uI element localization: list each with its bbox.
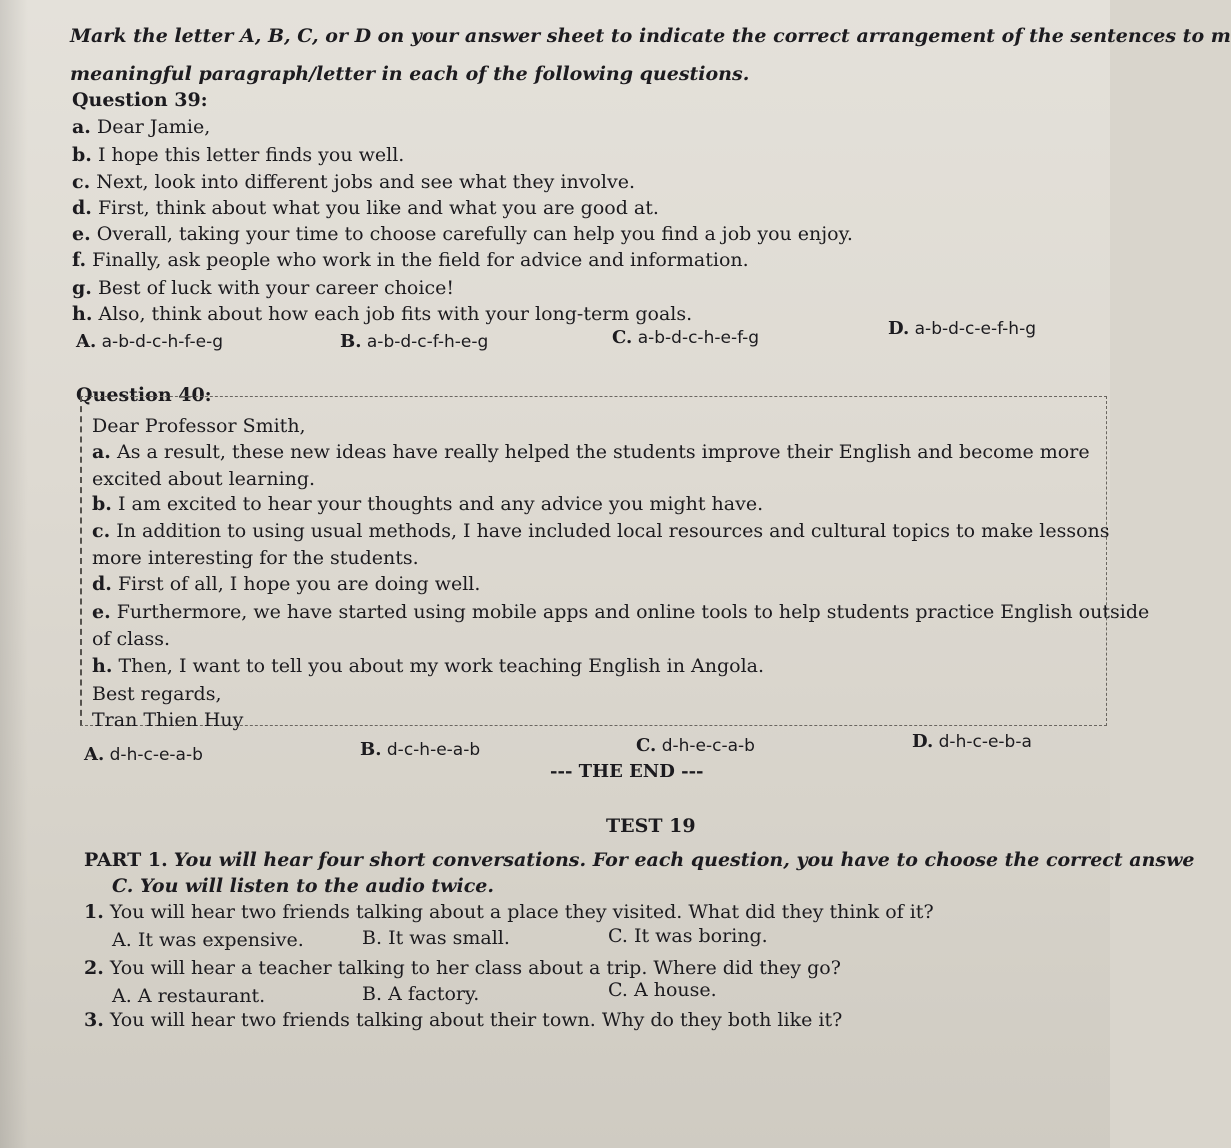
q2-option-a[interactable]	[112, 984, 265, 1008]
q40-sentence-a	[92, 440, 1090, 464]
sentence-text: Next, look into different jobs and see what they involve.	[96, 171, 635, 193]
q2-option-b[interactable]	[362, 982, 479, 1006]
option-letter: D.	[888, 318, 910, 339]
q1-option-b[interactable]	[362, 926, 510, 950]
sentence-letter: b.	[92, 493, 112, 515]
part1-instruction-line-2: C. You will listen to the audio twice.	[112, 875, 494, 897]
q39-option-b[interactable]	[340, 330, 488, 354]
question-40-title: Question 40:	[76, 384, 212, 406]
sentence-letter: g.	[72, 277, 92, 299]
part1-question-1	[84, 900, 934, 924]
page-shadow	[0, 0, 28, 1148]
option-text: A factory.	[388, 983, 480, 1005]
q40-sentence-b	[92, 492, 763, 516]
sentence-text: As a result, these new ideas have really helped the students improve their English and become more	[116, 441, 1090, 463]
sentence-text: Finally, ask people who work in the field for advice and information.	[92, 249, 749, 271]
q39-sentence-d	[72, 196, 659, 220]
option-letter: A.	[84, 744, 105, 765]
sentence-letter: b.	[72, 144, 92, 166]
q40-sentence-c-cont: more interesting for the students.	[92, 547, 419, 569]
option-letter: A.	[112, 985, 132, 1007]
option-text: A house.	[633, 979, 717, 1001]
q39-sentence-h	[72, 302, 692, 326]
sentence-text: In addition to using usual methods, I have included local resources and cultural topics to make lessons	[116, 520, 1110, 542]
option-letter: C.	[608, 925, 628, 947]
option-letter: B.	[360, 739, 382, 760]
question-39-title: Question 39:	[72, 89, 208, 111]
part1-question-2	[84, 956, 841, 980]
q39-sentence-e	[72, 222, 853, 246]
q39-option-a[interactable]	[76, 330, 223, 354]
option-letter: D.	[912, 731, 934, 752]
instruction-line-2: meaningful paragraph/letter in each of the following questions.	[70, 63, 750, 85]
q2-option-c[interactable]	[608, 978, 717, 1002]
option-letter: B.	[362, 927, 383, 949]
q39-sentence-a	[72, 115, 210, 139]
instruction-line-1: Mark the letter A, B, C, or D on your answer sheet to indicate the correct arrangement of the sentences to m	[70, 25, 1231, 47]
option-text: It was expensive.	[137, 929, 304, 951]
part1-label: PART 1.	[84, 849, 168, 871]
the-end-marker: --- THE END ---	[550, 761, 704, 782]
test-title: TEST 19	[606, 815, 696, 837]
q40-sentence-a-cont: excited about learning.	[92, 468, 316, 490]
q40-sentence-d	[92, 572, 480, 596]
question-text: You will hear two friends talking about their town. Why do they both like it?	[109, 1009, 843, 1031]
sentence-letter: a.	[72, 116, 91, 138]
q40-sentence-c	[92, 519, 1110, 543]
sentence-letter: h.	[72, 303, 93, 325]
option-letter: C.	[612, 327, 633, 348]
option-letter: B.	[362, 983, 383, 1005]
sentence-text: Dear Jamie,	[96, 116, 211, 138]
option-text: A restaurant.	[137, 985, 266, 1007]
q40-sentence-e	[92, 600, 1149, 624]
sentence-text: Then, I want to tell you about my work teaching English in Angola.	[118, 655, 765, 677]
part1-question-3	[84, 1008, 842, 1032]
option-text: d-c-h-e-a-b	[386, 740, 481, 760]
sentence-text: Furthermore, we have started using mobile apps and online tools to help students practice English outside	[116, 601, 1150, 623]
q40-option-b[interactable]	[360, 738, 480, 762]
q39-sentence-b	[72, 143, 404, 167]
option-letter: A.	[76, 331, 97, 352]
question-number: 1.	[84, 901, 104, 923]
option-letter: A.	[112, 929, 132, 951]
option-text: a-b-d-c-e-f-h-g	[914, 319, 1037, 339]
sentence-letter: h.	[92, 655, 113, 677]
sentence-letter: c.	[92, 520, 111, 542]
sentence-text: I hope this letter finds you well.	[97, 144, 405, 166]
option-text: a-b-d-c-f-h-e-g	[366, 332, 489, 352]
sentence-letter: f.	[72, 249, 87, 271]
q1-option-a[interactable]	[112, 928, 304, 952]
q40-closing: Best regards,	[92, 683, 222, 705]
q40-sentence-e-cont: of class.	[92, 628, 171, 650]
q39-sentence-c	[72, 170, 635, 194]
q40-option-d[interactable]	[912, 730, 1032, 754]
q1-option-c[interactable]	[608, 924, 768, 948]
option-text: It was small.	[388, 927, 510, 949]
sentence-text: Best of luck with your career choice!	[97, 277, 454, 299]
sentence-text: First of all, I hope you are doing well.	[117, 573, 481, 595]
sentence-text: Overall, taking your time to choose carefully can help you find a job you enjoy.	[96, 223, 853, 245]
question-text: You will hear two friends talking about a place they visited. What did they think of it?	[109, 901, 934, 923]
option-letter: C.	[608, 979, 628, 1001]
sentence-text: I am excited to hear your thoughts and any advice you might have.	[117, 493, 764, 515]
q39-sentence-f	[72, 248, 749, 272]
q40-option-c[interactable]	[636, 734, 755, 758]
sentence-letter: d.	[72, 197, 92, 219]
option-text: d-h-c-e-a-b	[109, 745, 203, 765]
option-text: It was boring.	[633, 925, 768, 947]
q39-option-c[interactable]	[612, 326, 759, 350]
option-text: a-b-d-c-h-e-f-g	[637, 328, 760, 348]
part1-instruction-text: You will hear four short conversations. For each question, you have to choose the correct answe	[173, 849, 1195, 871]
sentence-letter: d.	[92, 573, 112, 595]
sentence-letter: e.	[72, 223, 91, 245]
question-number: 2.	[84, 957, 104, 979]
q39-sentence-g	[72, 276, 454, 300]
option-letter: B.	[340, 331, 362, 352]
q40-sentence-h	[92, 654, 764, 678]
option-text: d-h-c-e-b-a	[938, 732, 1032, 752]
q40-signature: Tran Thien Huy	[92, 709, 244, 731]
q40-salutation: Dear Professor Smith,	[92, 415, 306, 437]
q40-option-a[interactable]	[84, 743, 203, 767]
option-text: d-h-e-c-a-b	[661, 736, 755, 756]
q39-option-d[interactable]	[888, 317, 1036, 341]
option-text: a-b-d-c-h-f-e-g	[101, 332, 224, 352]
option-letter: C.	[636, 735, 657, 756]
sentence-text: First, think about what you like and what you are good at.	[97, 197, 659, 219]
sentence-letter: c.	[72, 171, 91, 193]
sentence-text: Also, think about how each job fits with your long-term goals.	[98, 303, 693, 325]
question-text: You will hear a teacher talking to her class about a trip. Where did they go?	[109, 957, 841, 979]
sentence-letter: e.	[92, 601, 111, 623]
sentence-letter: a.	[92, 441, 111, 463]
part1-instruction-line-1	[84, 848, 1195, 872]
question-number: 3.	[84, 1009, 104, 1031]
